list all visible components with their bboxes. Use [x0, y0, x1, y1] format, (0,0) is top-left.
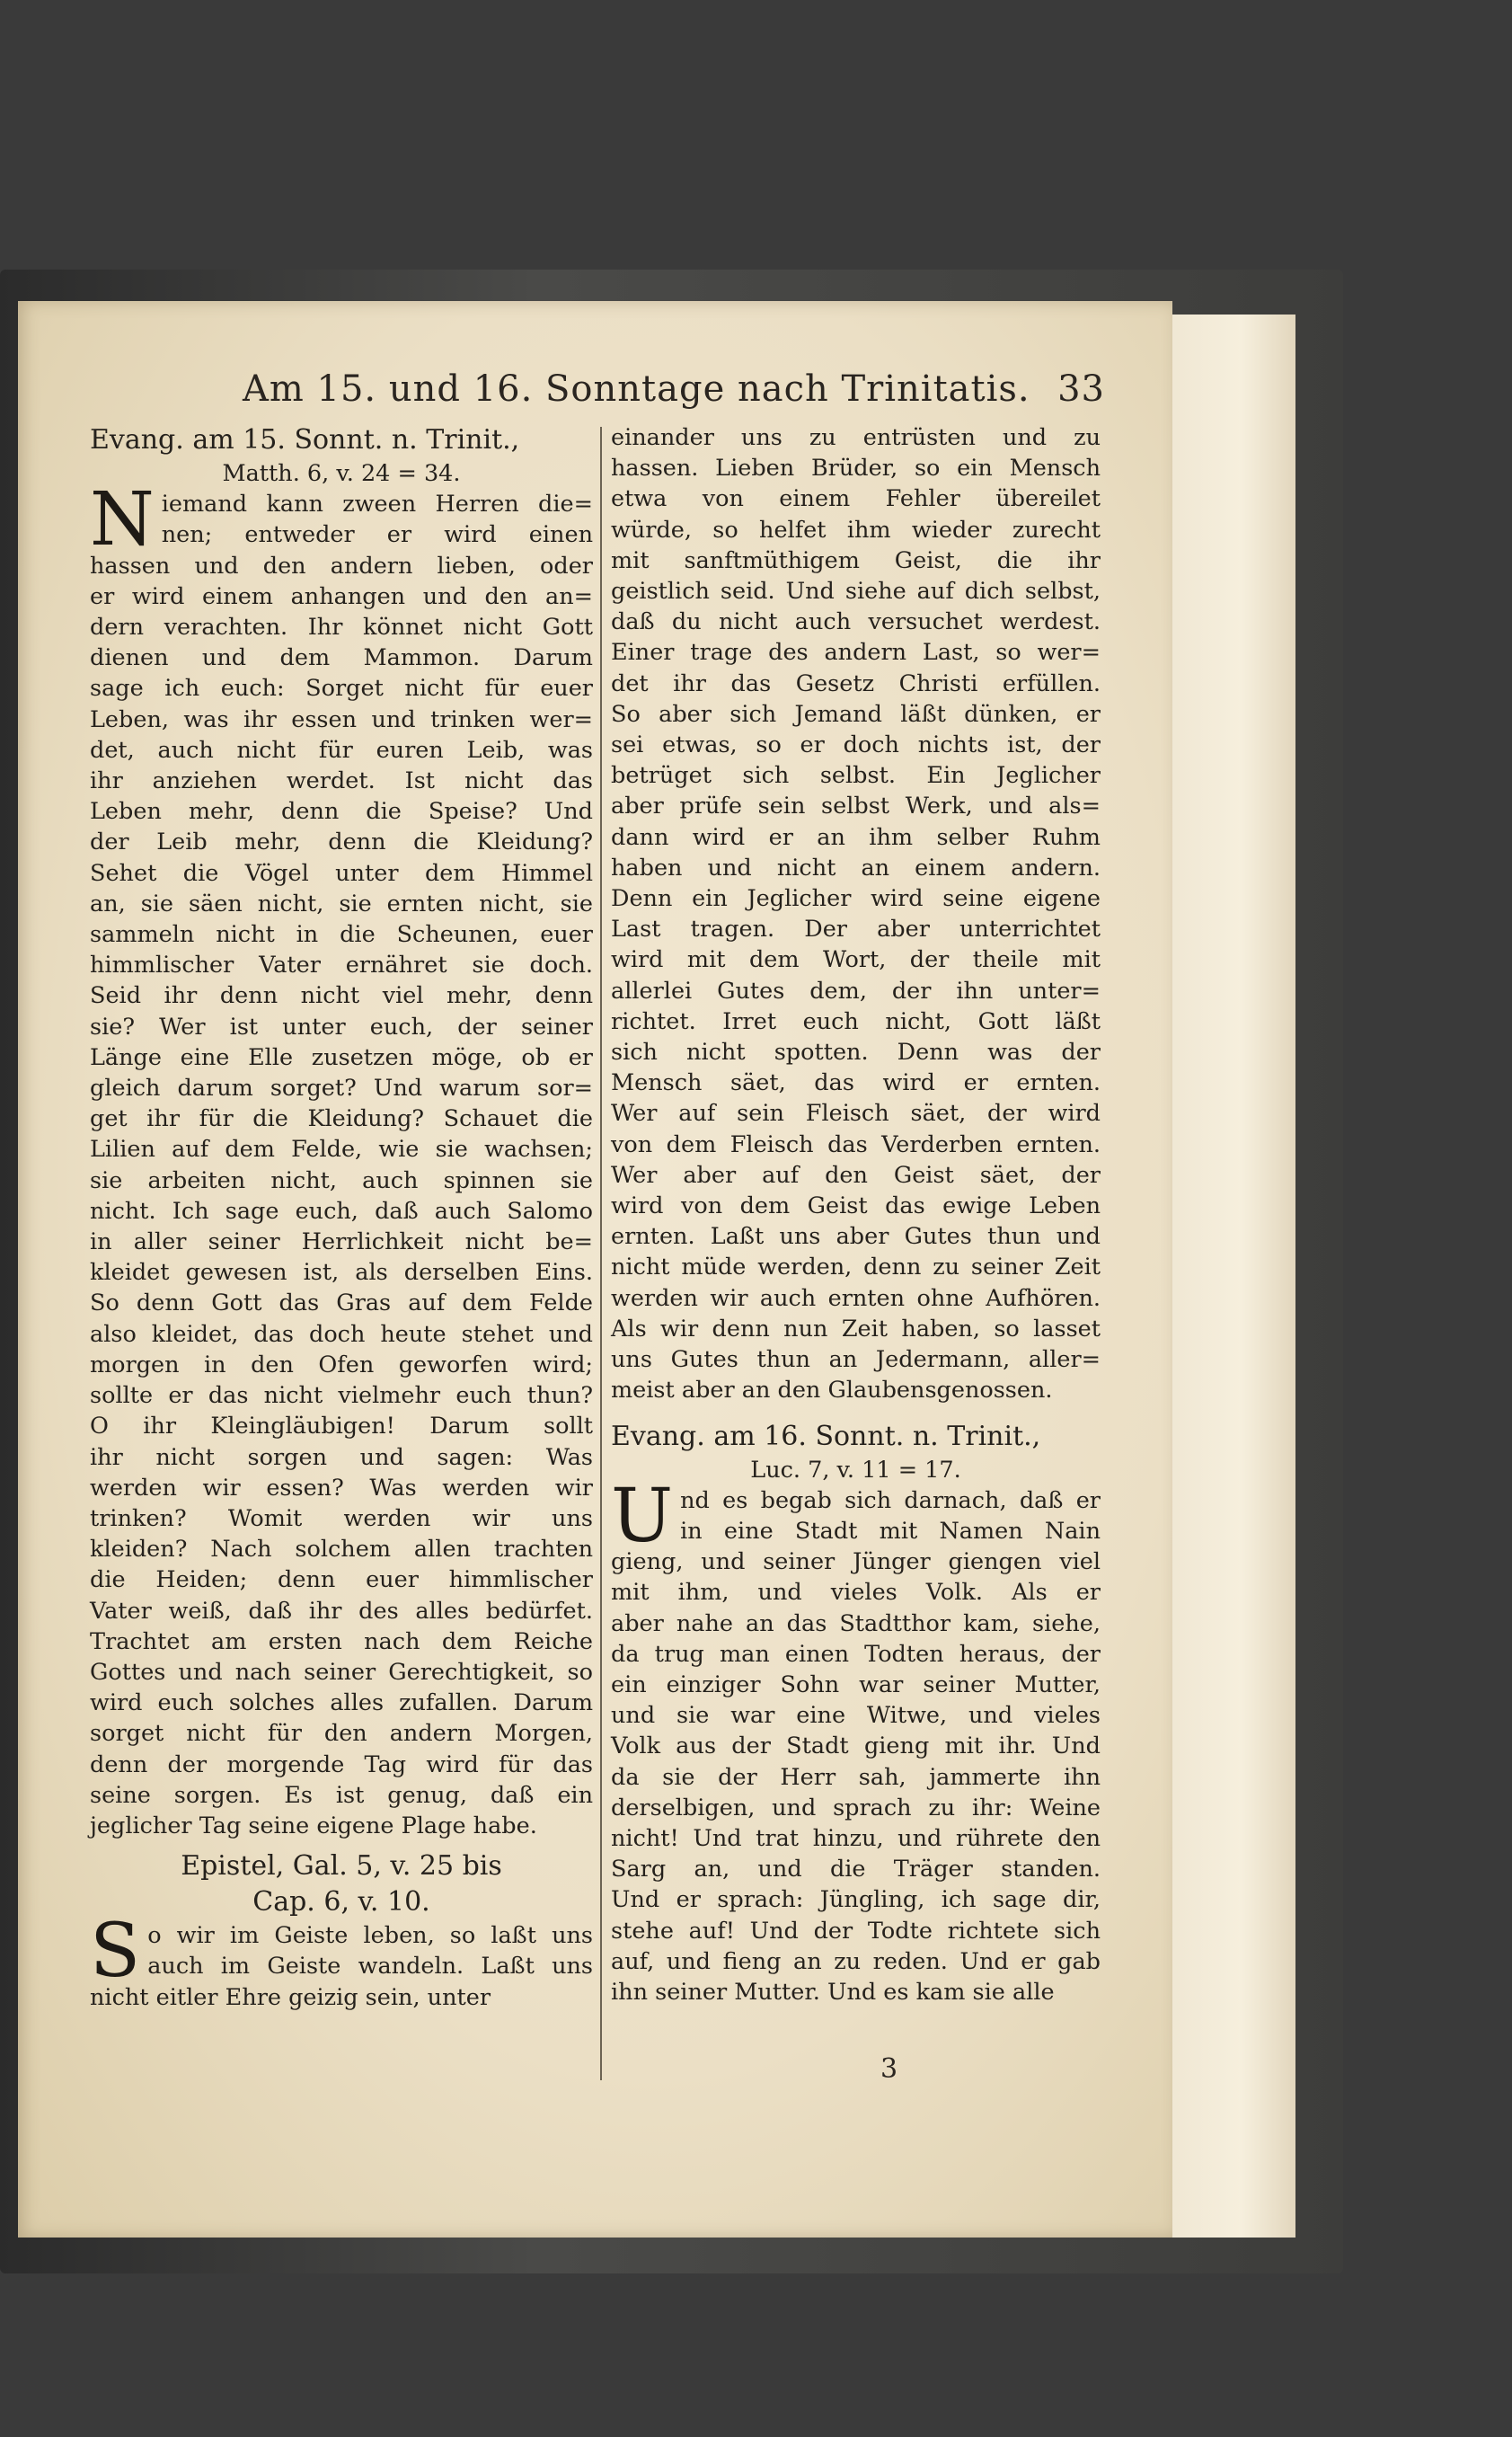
text-line: nen; entweder er wird einen: [161, 521, 593, 549]
text-line: ihr nicht sorgen und sagen: Was: [90, 1443, 593, 1471]
text-line: in eine Stadt mit Namen Nain: [680, 1517, 1101, 1545]
text-lines: [611, 1473, 1101, 2007]
left-column: [90, 422, 593, 2013]
text-line: Sehet die Vögel unter dem Himmel: [90, 859, 593, 887]
text-line: ihn seiner Mutter. Und es kam sie alle: [611, 1978, 1055, 2006]
text-line: an, sie säen nicht, sie ernten nicht, sie: [90, 890, 593, 917]
text-line: gieng, und seiner Jünger giengen viel: [611, 1548, 1101, 1576]
scripture-reference: Matth. 6, v. 24 = 34.: [222, 460, 461, 487]
text-line: Vater weiß, daß ihr des alles bedürfet.: [90, 1597, 593, 1625]
text-line: da sie der Herr sah, jammerte ihn: [611, 1763, 1101, 1791]
text-line: Leben, was ihr essen und trinken wer=: [90, 705, 593, 733]
text-line: einander uns zu entrüsten und zu: [611, 424, 1101, 451]
text-line: haben und nicht an einem andern.: [611, 854, 1101, 882]
text-line: auch im Geiste wandeln. Laßt uns: [147, 1953, 593, 1981]
text-line: uns Gutes thun an Jedermann, aller=: [611, 1346, 1101, 1374]
text-line: trinken? Womit werden wir uns: [90, 1504, 593, 1532]
text-line: der Leib mehr, denn die Kleidung?: [90, 829, 593, 856]
drop-cap: S: [90, 1909, 141, 1995]
text-line: er wird einem anhangen und den an=: [90, 582, 593, 610]
text-line: geistlich seid. Und siehe auf dich selbst,: [611, 578, 1101, 606]
text-line: get ihr für die Kleidung? Schauet die: [90, 1105, 593, 1133]
text-line: mit ihm, und vieles Volk. Als er: [611, 1579, 1101, 1607]
text-line: dann wird er an ihm selber Ruhm: [611, 823, 1101, 851]
text-line: nicht! Und trat hinzu, und rührete den: [611, 1824, 1101, 1852]
text-line: Einer trage des andern Last, so wer=: [611, 639, 1101, 667]
text-line: betrüget sich selbst. Ein Jeglicher: [611, 762, 1101, 790]
text-line: Und er sprach: Jüngling, ich sage dir,: [611, 1886, 1101, 1914]
section-text: [90, 477, 593, 1841]
text-lines: [90, 477, 593, 1841]
text-line: o wir im Geiste leben, so laßt uns: [147, 1922, 593, 1950]
text-line: kleidet gewesen ist, als derselben Eins.: [90, 1259, 593, 1287]
text-line: sage ich euch: Sorget nicht für euer: [90, 675, 593, 703]
text-line: und sie war eine Witwe, und vieles: [611, 1702, 1101, 1730]
text-line: sorget nicht für den andern Morgen,: [90, 1720, 593, 1748]
right-column: [611, 422, 1101, 2007]
text-line: det ihr das Gesetz Christi erfüllen.: [611, 669, 1101, 697]
text-line: Volk aus der Stadt gieng mit ihr. Und: [611, 1732, 1101, 1760]
text-line: aber prüfe sein selbst Werk, und als=: [611, 793, 1101, 820]
text-line: hassen. Lieben Brüder, so ein Mensch: [611, 455, 1101, 483]
text-line: denn der morgende Tag wird für das: [90, 1750, 593, 1778]
text-line: auf, und fieng an zu reden. Und er gab: [611, 1947, 1101, 1975]
text-line: himmlischer Vater ernähret sie doch.: [90, 952, 593, 979]
text-line: gleich darum sorget? Und warum sor=: [90, 1075, 593, 1103]
text-line: Sarg an, und die Träger standen.: [611, 1856, 1101, 1883]
text-line: Trachtet am ersten nach dem Reiche: [90, 1627, 593, 1655]
text-line: Seid ihr denn nicht viel mehr, denn: [90, 982, 593, 1010]
text-line: derselbigen, und sprach zu ihr: Weine: [611, 1794, 1101, 1821]
text-line: meist aber an den Glaubensgenossen.: [611, 1377, 1053, 1405]
text-lines: [611, 422, 1101, 1406]
section-text: [90, 1909, 593, 2013]
text-line: in aller seiner Herrlichkeit nicht be=: [90, 1228, 593, 1256]
book-page: [18, 301, 1172, 2238]
text-line: stehe auf! Und der Todte richtete sich: [611, 1917, 1101, 1945]
text-line: So denn Gott das Gras auf dem Felde: [90, 1289, 593, 1317]
text-line: wird von dem Geist das ewige Leben: [611, 1192, 1101, 1220]
text-line: hassen und den andern lieben, oder: [90, 552, 593, 580]
column-rule: [600, 427, 602, 2080]
text-line: sollte er das nicht vielmehr euch thun?: [90, 1382, 593, 1410]
text-line: So aber sich Jemand läßt dünken, er: [611, 700, 1101, 728]
text-line: Lilien auf dem Felde, wie sie wachsen;: [90, 1136, 593, 1164]
text-line: die Heiden; denn euer himmlischer: [90, 1566, 593, 1594]
text-line: ihr anziehen werdet. Ist nicht das: [90, 767, 593, 795]
text-line: sei etwas, so er doch nichts ist, der: [611, 731, 1101, 759]
drop-cap: N: [90, 477, 155, 563]
text-line: jeglicher Tag seine eigene Plage habe.: [90, 1812, 537, 1839]
text-line: also kleidet, das doch heute stehet und: [90, 1320, 593, 1348]
text-line: wird mit dem Wort, der theile mit: [611, 946, 1101, 974]
text-line: det, auch nicht für euren Leib, was: [90, 736, 593, 764]
text-line: Leben mehr, denn die Speise? Und: [90, 798, 593, 826]
text-line: nicht. Ich sage euch, daß auch Salomo: [90, 1197, 593, 1225]
text-line: Wer auf sein Fleisch säet, der wird: [611, 1100, 1101, 1128]
text-line: werden wir auch ernten ohne Aufhören.: [611, 1284, 1101, 1312]
text-line: sie arbeiten nicht, auch spinnen sie: [90, 1166, 593, 1194]
text-line: nicht eitler Ehre geizig sein, unter: [90, 1983, 491, 2011]
scripture-reference: Cap. 6, v. 10.: [252, 1886, 430, 1919]
text-line: dern verachten. Ihr könnet nicht Gott: [90, 614, 593, 642]
text-line: iemand kann zween Herren die=: [161, 491, 593, 518]
text-line: ernten. Laßt uns aber Gutes thun und: [611, 1223, 1101, 1251]
text-line: O ihr Kleingläubigen! Darum sollt: [90, 1413, 593, 1440]
text-line: Länge eine Elle zusetzen möge, ob er: [90, 1043, 593, 1071]
text-line: werden wir essen? Was werden wir: [90, 1474, 593, 1502]
text-line: sie? Wer ist unter euch, der seiner: [90, 1013, 593, 1041]
text-line: aber nahe an das Stadtthor kam, siehe,: [611, 1609, 1101, 1637]
text-line: morgen in den Ofen geworfen wird;: [90, 1351, 593, 1378]
text-line: allerlei Gutes dem, der ihn unter=: [611, 977, 1101, 1005]
text-line: daß du nicht auch versuchet werdest.: [611, 608, 1101, 636]
text-line: sammeln nicht in die Scheunen, euer: [90, 921, 593, 949]
section-text: [611, 1473, 1101, 2007]
text-line: wird euch solches alles zufallen. Darum: [90, 1689, 593, 1717]
text-line: nicht müde werden, denn zu seiner Zeit: [611, 1254, 1101, 1281]
text-line: da trug man einen Todten heraus, der: [611, 1640, 1101, 1668]
text-line: kleiden? Nach solchem allen trachten: [90, 1536, 593, 1564]
text-line: mit sanftmüthigem Geist, die ihr: [611, 546, 1101, 574]
signature-mark: 3: [880, 2053, 898, 2085]
running-title: Am 15. und 16. Sonntage nach Trinitatis.: [243, 368, 1030, 410]
section-title: Evang. am 15. Sonnt. n. Trinit.,: [90, 424, 520, 456]
section-title: Evang. am 16. Sonnt. n. Trinit.,: [611, 1420, 1041, 1452]
text-line: Mensch säet, das wird er ernten.: [611, 1069, 1101, 1097]
text-line: ein einziger Sohn war seiner Mutter,: [611, 1670, 1101, 1698]
text-line: von dem Fleisch das Verderben ernten.: [611, 1130, 1101, 1158]
text-line: richtet. Irret euch nicht, Gott läßt: [611, 1007, 1101, 1035]
text-line: sich nicht spotten. Denn was der: [611, 1039, 1101, 1067]
text-lines: [90, 1909, 593, 2013]
drop-cap: U: [611, 1473, 674, 1559]
text-line: nd es begab sich darnach, daß er: [680, 1486, 1101, 1514]
section-title: Epistel, Gal. 5, v. 25 bis: [181, 1850, 502, 1883]
text-line: Als wir denn nun Zeit haben, so lasset: [611, 1315, 1101, 1343]
text-line: Last tragen. Der aber unterrichtet: [611, 916, 1101, 944]
scripture-reference: Luc. 7, v. 11 = 17.: [750, 1456, 961, 1484]
text-line: etwa von einem Fehler übereilet: [611, 485, 1101, 513]
page-edge: [1159, 315, 1295, 2238]
text-line: Gottes und nach seiner Gerechtigkeit, so: [90, 1658, 593, 1686]
text-line: dienen und dem Mammon. Darum: [90, 644, 593, 672]
text-line: Denn ein Jeglicher wird seine eigene: [611, 885, 1101, 913]
text-line: Wer aber auf den Geist säet, der: [611, 1161, 1101, 1189]
text-line: seine sorgen. Es ist genug, daß ein: [90, 1781, 593, 1809]
text-line: würde, so helfet ihm wieder zurecht: [611, 516, 1101, 544]
page-number: 33: [1057, 368, 1105, 410]
